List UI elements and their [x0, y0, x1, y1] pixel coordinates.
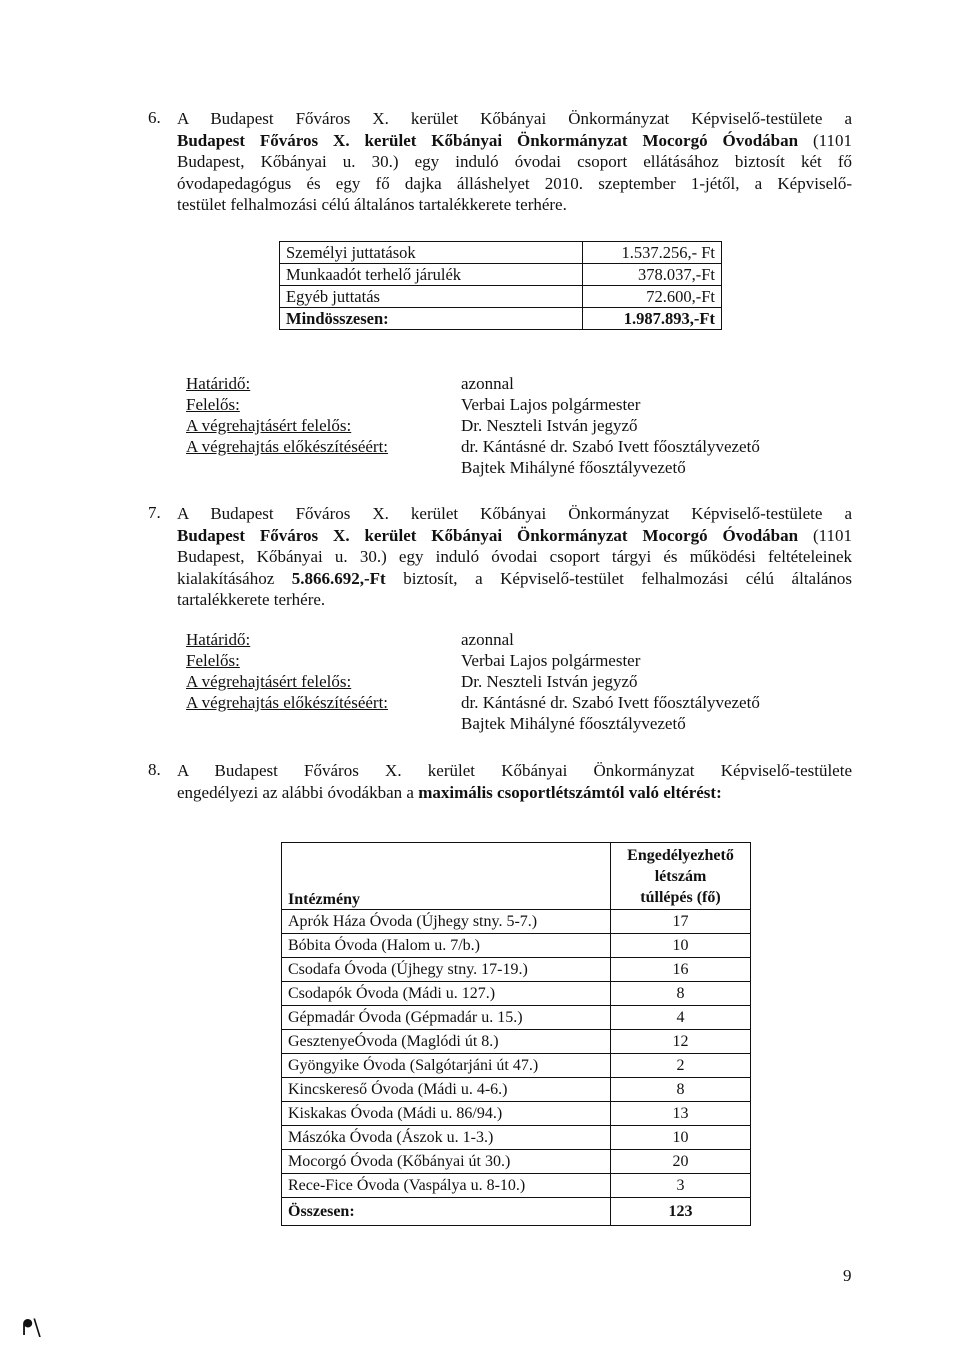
felelos-label: Felelős:	[186, 395, 240, 414]
elokeszites-label: A végrehajtás előkészítéséért:	[186, 437, 389, 456]
item8-line2	[177, 782, 852, 804]
item7-amount: 5.866.692,-Ft	[291, 568, 386, 588]
kindergarten-value: 2	[611, 1054, 751, 1078]
item6-bold: Budapest Főváros X. kerület Kőbányai Önkormányzat Mocorgó Óvodában	[177, 130, 799, 150]
kindergarten-name: GesztenyeÓvoda (Maglódi út 8.)	[282, 1030, 611, 1054]
item6-line3: Budapest, Kőbányai u. 30.) egy induló óvodai csoport ellátásához biztosít két fő	[177, 152, 852, 171]
header-intezmeny: Intézmény	[282, 843, 611, 910]
item7-number: 7.	[148, 503, 161, 522]
item7-line2-rest: (1101	[798, 525, 852, 545]
item6-resp-values	[461, 373, 760, 478]
budget-row	[280, 286, 722, 308]
budget-total-value: 1.987.893,-Ft	[583, 308, 722, 330]
felelos-value: Verbai Lajos polgármester	[461, 651, 641, 670]
item6-resp-labels	[186, 373, 388, 457]
item7-line4-b: biztosít, a Képviselő-testület felhalmozási célú általános	[385, 568, 852, 588]
budget-row	[280, 242, 722, 264]
kindergarten-name: Mászóka Óvoda (Ászok u. 1-3.)	[282, 1126, 611, 1150]
item7-resp-labels	[186, 629, 388, 713]
elokeszites-label: A végrehajtás előkészítéséért:	[186, 693, 389, 712]
budget-row	[280, 308, 722, 330]
table-row	[282, 934, 751, 958]
budget-label: Egyéb juttatás	[280, 286, 583, 308]
table-row	[282, 982, 751, 1006]
kindergarten-value: 3	[611, 1174, 751, 1198]
kindergarten-value: 8	[611, 982, 751, 1006]
kindergarten-name: Gépmadár Óvoda (Gépmadár u. 15.)	[282, 1006, 611, 1030]
table-row	[282, 1102, 751, 1126]
item7-line1: A Budapest Főváros X. kerület Kőbányai Önkormányzat Képviselő-testülete a	[177, 504, 852, 523]
budget-label: Munkaadót terhelő járulék	[280, 264, 583, 286]
felelos-value: Verbai Lajos polgármester	[461, 395, 641, 414]
item6-line2	[177, 130, 852, 152]
kindergarten-value: 20	[611, 1150, 751, 1174]
table-row	[282, 958, 751, 982]
kindergarten-value: 8	[611, 1078, 751, 1102]
kindergarten-name: Csodafa Óvoda (Újhegy stny. 17-19.)	[282, 958, 611, 982]
elokeszites-value-1: dr. Kántásné dr. Szabó Ivett főosztályvezető	[461, 437, 760, 456]
kindergarten-value: 13	[611, 1102, 751, 1126]
item6-line1: A Budapest Főváros X. kerület Kőbányai Önkormányzat Képviselő-testülete a	[177, 109, 852, 128]
item8-paragraph	[177, 760, 852, 803]
kindergarten-name: Kincskereső Óvoda (Mádi u. 4-6.)	[282, 1078, 611, 1102]
kindergarten-name: Csodapók Óvoda (Mádi u. 127.)	[282, 982, 611, 1006]
kindergarten-table	[281, 842, 751, 1226]
item7-line3: Budapest, Kőbányai u. 30.) egy induló óvodai csoport tárgyi és működési feltételeinek	[177, 547, 852, 566]
vegrehajtas-label: A végrehajtásért felelős:	[186, 416, 352, 435]
budget-label: Személyi juttatások	[280, 242, 583, 264]
table-row	[282, 1078, 751, 1102]
vegrehajtas-value: Dr. Neszteli István jegyző	[461, 672, 638, 691]
signature-mark: ᖰ\	[22, 1316, 41, 1341]
table-row	[282, 1006, 751, 1030]
kindergarten-value: 17	[611, 910, 751, 934]
hatarido-value: azonnal	[461, 630, 514, 649]
item7-bold: Budapest Főváros X. kerület Kőbányai Önkormányzat Mocorgó Óvodában	[177, 525, 799, 545]
item7-line4	[177, 568, 852, 590]
item6-line4: óvodapedagógus és egy fő dajka álláshelyet 2010. szeptember 1-jétől, a Képviselő-	[177, 173, 852, 193]
item6-paragraph	[177, 108, 852, 216]
hatarido-value: azonnal	[461, 374, 514, 393]
total-value: 123	[611, 1198, 751, 1226]
header-letszam-line2: létszám	[654, 867, 707, 885]
kindergarten-value: 12	[611, 1030, 751, 1054]
budget-total-label: Mindösszesen:	[280, 308, 583, 330]
table-total-row	[282, 1198, 751, 1226]
budget-value: 72.600,-Ft	[583, 286, 722, 308]
table-row	[282, 1030, 751, 1054]
kindergarten-name: Aprók Háza Óvoda (Újhegy stny. 5-7.)	[282, 910, 611, 934]
item7-line2	[177, 525, 852, 547]
table-row	[282, 910, 751, 934]
hatarido-label: Határidő:	[186, 630, 251, 649]
kindergarten-rows	[282, 910, 751, 1198]
elokeszites-value-2: Bajtek Mihályné főosztályvezető	[461, 714, 686, 733]
kindergarten-value: 4	[611, 1006, 751, 1030]
elokeszites-value-2: Bajtek Mihályné főosztályvezető	[461, 458, 686, 477]
hatarido-label: Határidő:	[186, 374, 251, 393]
total-label: Összesen:	[282, 1198, 611, 1226]
header-letszam	[611, 843, 751, 910]
item6-number: 6.	[148, 108, 161, 127]
header-letszam-line3: túllépés (fő)	[640, 888, 721, 906]
kindergarten-name: Kiskakas Óvoda (Mádi u. 86/94.)	[282, 1102, 611, 1126]
item8-bold: maximális csoportlétszámtól való eltérést:	[418, 782, 722, 802]
item6-line2-rest: (1101	[798, 130, 852, 150]
felelos-label: Felelős:	[186, 651, 240, 670]
kindergarten-value: 10	[611, 934, 751, 958]
budget-value: 1.537.256,- Ft	[583, 242, 722, 264]
vegrehajtas-label: A végrehajtásért felelős:	[186, 672, 352, 691]
item7-line4-a: kialakításához	[177, 568, 292, 588]
budget-value: 378.037,-Ft	[583, 264, 722, 286]
table-row	[282, 1126, 751, 1150]
table-row	[282, 1054, 751, 1078]
kindergarten-value: 16	[611, 958, 751, 982]
item6-line5: testület felhalmozási célú általános tartalékkerete terhére.	[177, 195, 567, 214]
budget-table	[279, 241, 722, 330]
table-row	[282, 1174, 751, 1198]
item7-line5: tartalékkerete terhére.	[177, 590, 326, 609]
kindergarten-name: Gyöngyike Óvoda (Salgótarjáni út 47.)	[282, 1054, 611, 1078]
table-header-row	[282, 843, 751, 910]
item8-number: 8.	[148, 760, 161, 779]
item8-line1: A Budapest Főváros X. kerület Kőbányai Önkormányzat Képviselő-testülete	[177, 761, 852, 780]
kindergarten-name: Mocorgó Óvoda (Kőbányai út 30.)	[282, 1150, 611, 1174]
header-letszam-line1: Engedélyezhető	[627, 846, 734, 864]
item8-line2-a: engedélyezi az alábbi óvodákban a	[177, 782, 419, 802]
item7-paragraph	[177, 503, 852, 611]
budget-row	[280, 264, 722, 286]
kindergarten-name: Bóbita Óvoda (Halom u. 7/b.)	[282, 934, 611, 958]
kindergarten-name: Rece-Fice Óvoda (Vaspálya u. 8-10.)	[282, 1174, 611, 1198]
item7-resp-values	[461, 629, 760, 734]
vegrehajtas-value: Dr. Neszteli István jegyző	[461, 416, 638, 435]
elokeszites-value-1: dr. Kántásné dr. Szabó Ivett főosztályvezető	[461, 693, 760, 712]
kindergarten-value: 10	[611, 1126, 751, 1150]
table-row	[282, 1150, 751, 1174]
page-number: 9	[843, 1266, 852, 1285]
